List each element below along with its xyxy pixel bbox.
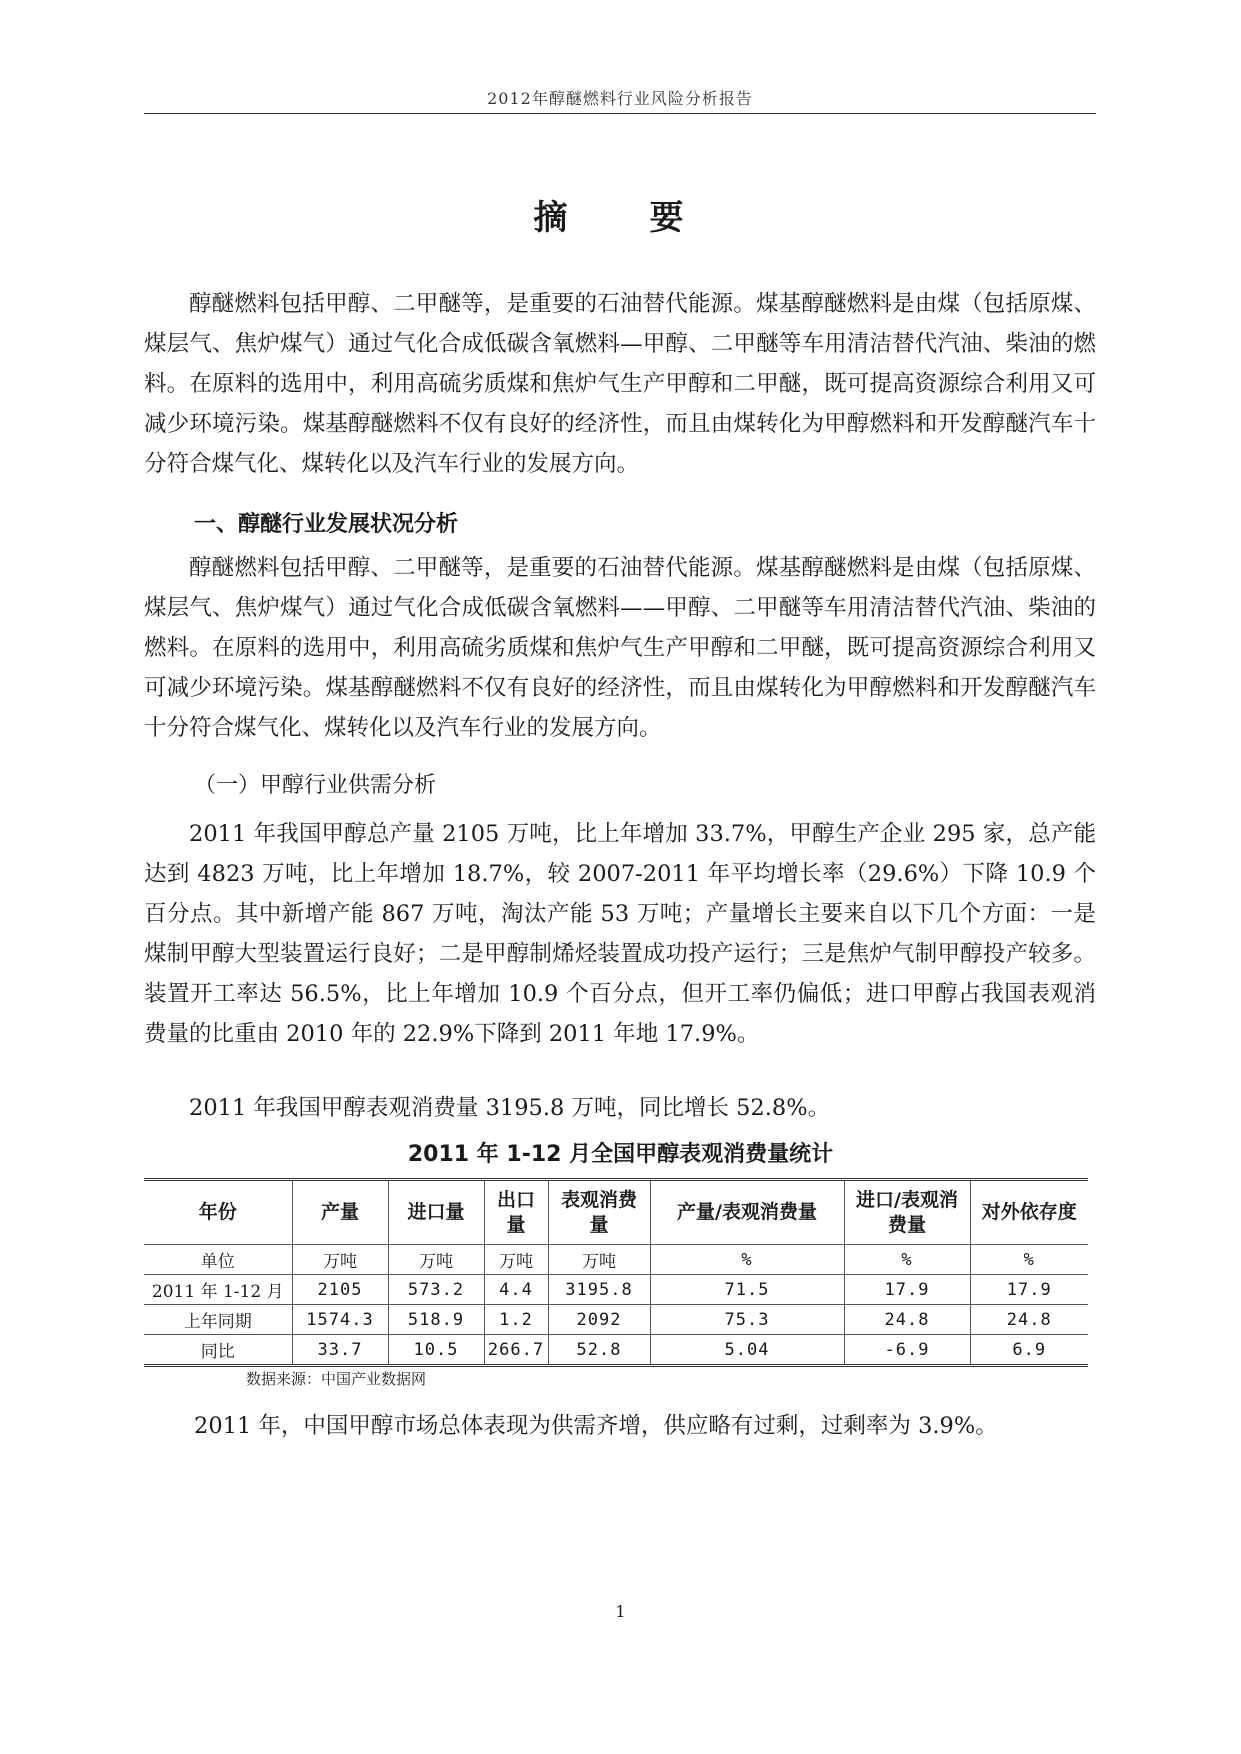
column-header: 产量 bbox=[292, 1180, 388, 1245]
table-cell: % bbox=[650, 1245, 844, 1275]
column-header: 进口量 bbox=[388, 1180, 484, 1245]
table-row bbox=[144, 1245, 1088, 1275]
table-cell: 1574.3 bbox=[292, 1305, 388, 1335]
table-cell: 518.9 bbox=[388, 1305, 484, 1335]
table-cell: 同比 bbox=[144, 1335, 292, 1366]
column-header: 进口/表观消费量 bbox=[844, 1180, 970, 1245]
table-row bbox=[144, 1305, 1088, 1335]
table-cell: 万吨 bbox=[388, 1245, 484, 1275]
table-cell: 5.04 bbox=[650, 1335, 844, 1366]
table-cell: 万吨 bbox=[548, 1245, 650, 1275]
table-cell: 10.5 bbox=[388, 1335, 484, 1366]
table-row bbox=[144, 1335, 1088, 1366]
subsection-heading-1: （一）甲醇行业供需分析 bbox=[194, 773, 437, 798]
table-cell: 上年同期 bbox=[144, 1305, 292, 1335]
table-header-row bbox=[144, 1180, 1088, 1245]
table-cell: 万吨 bbox=[484, 1245, 548, 1275]
table-cell: % bbox=[970, 1245, 1088, 1275]
column-header: 出口量 bbox=[484, 1180, 548, 1245]
header-rule bbox=[144, 113, 1096, 114]
table-cell: 266.7 bbox=[484, 1335, 548, 1366]
conclusion-paragraph: 2011 年，中国甲醇市场总体表现为供需齐增，供应略有过剩，过剩率为 3.9%。 bbox=[194, 1413, 998, 1439]
section-heading-1: 一、醇醚行业发展状况分析 bbox=[194, 512, 459, 537]
consumption-paragraph: 2011 年我国甲醇表观消费量 3195.8 万吨，同比增长 52.8%。 bbox=[189, 1095, 831, 1121]
page-title: 摘 要 bbox=[533, 198, 708, 238]
table-cell: 3195.8 bbox=[548, 1275, 650, 1305]
table-cell: 17.9 bbox=[844, 1275, 970, 1305]
intro-paragraph: 醇醚燃料包括甲醇、二甲醚等，是重要的石油替代能源。煤基醇醚燃料是由煤（包括原煤、煤层气、焦炉煤气）通过气化合成低碳含氧燃料—甲醇、二甲醚等车用清洁替代汽油、柴油的燃料。在原料的选用中，利用高硫劣质煤和焦炉气生产甲醇和二甲醚，既可提高资源综合利用又可减少环境污染。煤基醇醚燃料不仅有良好的经济性，而且由煤转化为甲醇燃料和开发醇醚汽车十分符合煤气化、煤转化以及汽车行业的发展方向。 bbox=[144, 291, 1096, 477]
table-cell: 单位 bbox=[144, 1245, 292, 1275]
column-header: 表观消费量 bbox=[548, 1180, 650, 1245]
table-cell: 17.9 bbox=[970, 1275, 1088, 1305]
table-cell: 33.7 bbox=[292, 1335, 388, 1366]
running-header: 2012年醇醚燃料行业风险分析报告 bbox=[487, 89, 753, 108]
supply-paragraph: 2011 年我国甲醇总产量 2105 万吨，比上年增加 33.7%，甲醇生产企业 295 家，总产能达到 4823 万吨，比上年增加 18.7%，较 2007-2011 年平均增长率（29.6%）下降 10.9 个百分点。其中新增产能 867 万吨，淘汰产能 53 万吨；产量增长主要来自以下几个方面：一是煤制甲醇大型装置运行良好；二是甲醇制烯烃装置成功投产运行；三是焦炉气制甲醇投产较多。装置开工率达 56.5%，比上年增加 10.9 个百分点，但开工率仍偏低；进口甲醇占我国表观消费量的比重由 2010 年的 22.9%下降到 2011 年地 17.9%。 bbox=[144, 821, 1096, 1047]
page-number: 1 bbox=[615, 1602, 626, 1621]
table-cell: 573.2 bbox=[388, 1275, 484, 1305]
table-cell: 4.4 bbox=[484, 1275, 548, 1305]
table-cell: 52.8 bbox=[548, 1335, 650, 1366]
table-cell: 万吨 bbox=[292, 1245, 388, 1275]
table-title: 2011 年 1-12 月全国甲醇表观消费量统计 bbox=[407, 1142, 834, 1167]
table-cell: 75.3 bbox=[650, 1305, 844, 1335]
section1-paragraph: 醇醚燃料包括甲醇、二甲醚等，是重要的石油替代能源。煤基醇醚燃料是由煤（包括原煤、煤层气、焦炉煤气）通过气化合成低碳含氧燃料——甲醇、二甲醚等车用清洁替代汽油、柴油的燃料。在原料的选用中，利用高硫劣质煤和焦炉气生产甲醇和二甲醚，既可提高资源综合利用又可减少环境污染。煤基醇醚燃料不仅有良好的经济性，而且由煤转化为甲醇燃料和开发醇醚汽车十分符合煤气化、煤转化以及汽车行业的发展方向。 bbox=[144, 555, 1096, 741]
table-cell: 1.2 bbox=[484, 1305, 548, 1335]
table-cell: % bbox=[844, 1245, 970, 1275]
table-cell: 24.8 bbox=[844, 1305, 970, 1335]
table-cell: 71.5 bbox=[650, 1275, 844, 1305]
table-cell: 6.9 bbox=[1012, 1339, 1047, 1360]
table-cell: 2011 年 1-12 月 bbox=[144, 1275, 292, 1305]
table-cell: -6.9 bbox=[844, 1335, 970, 1366]
methanol-consumption-table bbox=[144, 1178, 1088, 1367]
column-header: 对外依存度 bbox=[970, 1180, 1088, 1245]
table-cell: 24.8 bbox=[970, 1305, 1088, 1335]
table-cell: 2105 bbox=[292, 1275, 388, 1305]
table-row bbox=[144, 1275, 1088, 1305]
table-cell: 2092 bbox=[548, 1305, 650, 1335]
column-header: 产量/表观消费量 bbox=[650, 1180, 844, 1245]
data-source-note: 数据来源：中国产业数据网 bbox=[246, 1370, 427, 1388]
column-header: 年份 bbox=[144, 1180, 292, 1245]
